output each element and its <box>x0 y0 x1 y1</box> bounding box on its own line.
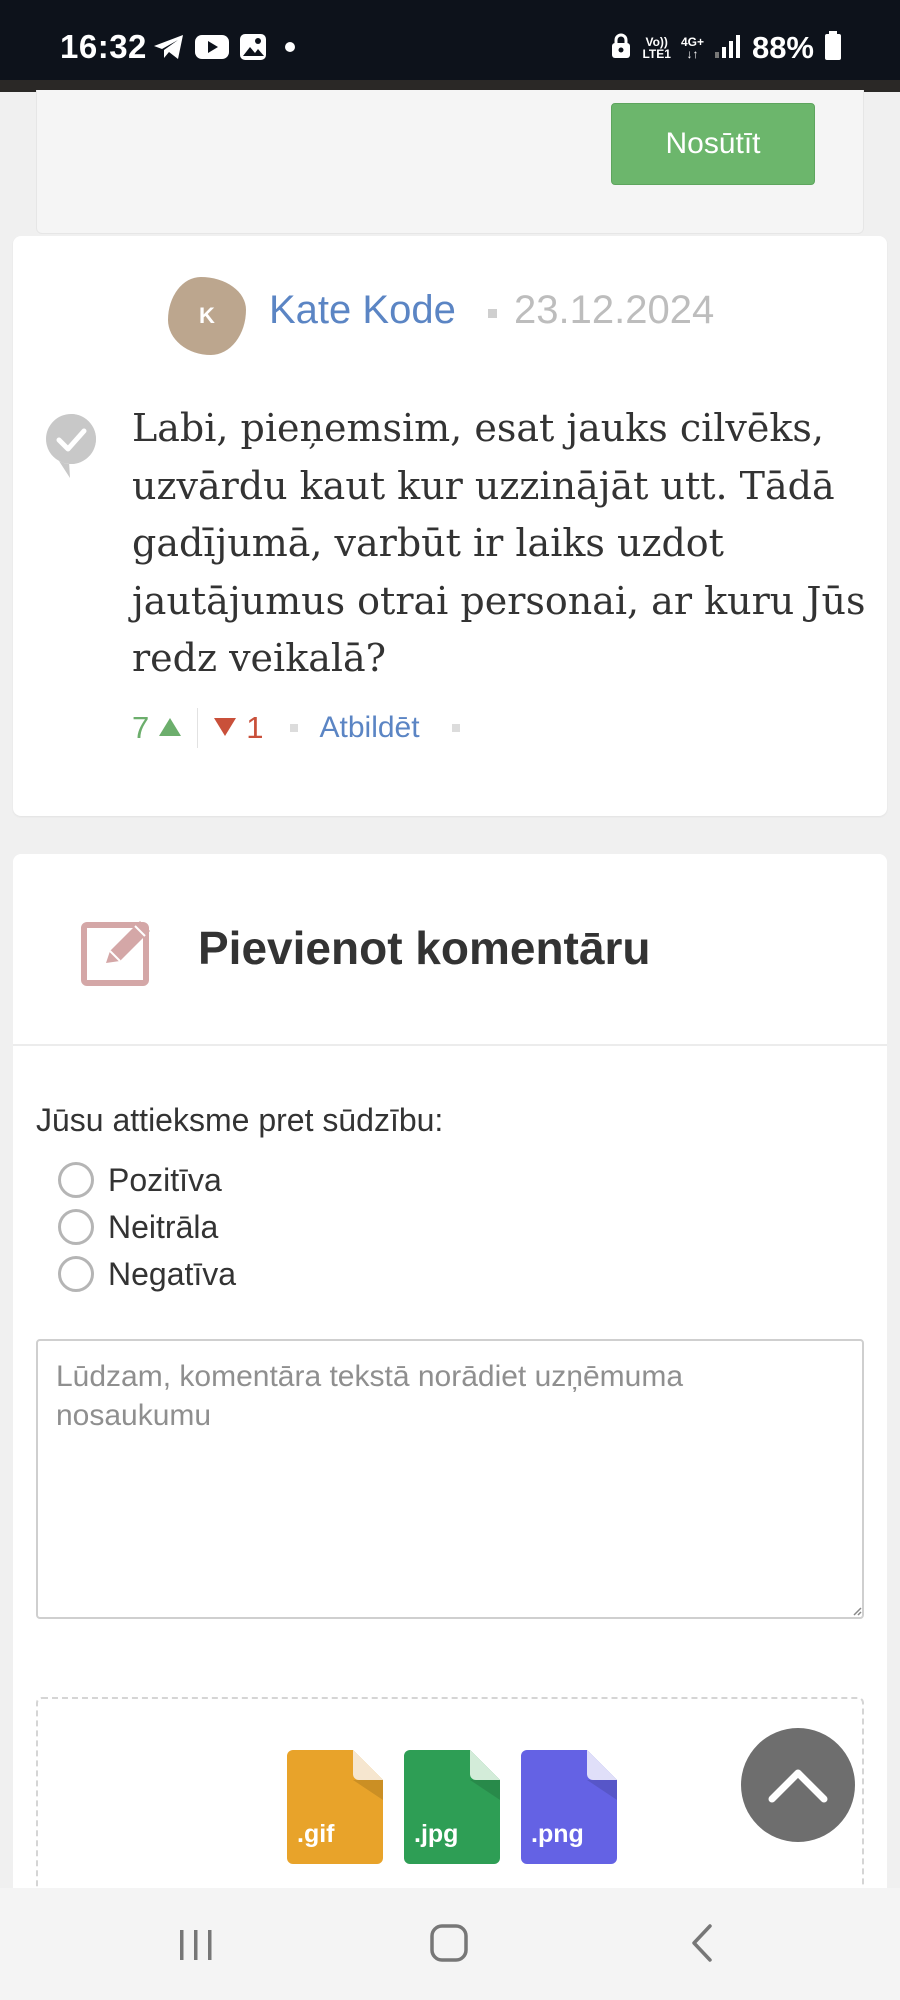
upvote-triangle-icon[interactable] <box>157 710 183 746</box>
resize-grip-icon[interactable] <box>852 1606 862 1616</box>
signal-icon <box>714 33 742 64</box>
recent-apps-icon[interactable] <box>172 1918 220 1973</box>
status-bar <box>0 0 900 92</box>
back-icon[interactable] <box>678 1918 726 1973</box>
radio-circle[interactable] <box>58 1256 94 1292</box>
gallery-icon <box>238 32 268 67</box>
status-time: 16:32 <box>60 28 147 65</box>
attitude-label: Jūsu attieksme pret sūdzību: <box>36 1102 444 1138</box>
notification-dot-icon <box>276 40 300 59</box>
png-file-icon <box>521 1750 617 1864</box>
jpg-file-icon <box>404 1750 500 1864</box>
status-right-icons <box>610 28 842 68</box>
radio-circle[interactable] <box>58 1162 94 1198</box>
upvote-count: 7 <box>132 710 150 745</box>
edit-note-icon <box>80 915 156 987</box>
add-comment-title: Pievienot komentāru <box>198 922 651 974</box>
vote-row <box>132 708 460 748</box>
data-arrows-icon: 4G+ ↓↑ <box>680 35 704 61</box>
verified-check-icon <box>42 410 100 480</box>
radio-positive[interactable] <box>58 1160 222 1200</box>
meta-separator <box>488 309 497 318</box>
radio-label: Negatīva <box>108 1255 237 1292</box>
downvote-triangle-icon[interactable] <box>212 710 238 746</box>
file-type-label: .jpg <box>414 1820 459 1848</box>
gif-file-icon <box>287 1750 383 1864</box>
telegram-icon <box>152 32 186 67</box>
battery-percent: 88% <box>751 30 814 65</box>
youtube-icon <box>194 33 230 66</box>
vote-divider <box>197 708 198 748</box>
radio-label: Neitrāla <box>108 1208 219 1245</box>
divider <box>13 1044 887 1046</box>
radio-neutral[interactable] <box>58 1207 218 1247</box>
file-type-label: .png <box>531 1820 584 1848</box>
data-type: 4G+ <box>680 35 704 49</box>
comment-textarea[interactable] <box>36 1339 864 1619</box>
status-left-icons <box>152 32 300 66</box>
system-nav-bar <box>0 1888 900 2000</box>
comment-text: Labi, pieņemsim, esat jauks cilvēks, uzvārdu kaut kur uzzinājāt utt. Tādā gadījumā, varbūt ir laiks uzdot jautājumus otrai personai, ar kuru Jūs redz veikalā? <box>132 406 866 680</box>
home-icon[interactable] <box>424 1918 476 1973</box>
comment-date: 23.12.2024 <box>514 288 715 332</box>
comment-author-link[interactable]: Kate Kode <box>269 288 456 332</box>
radio-negative[interactable] <box>58 1254 236 1294</box>
send-button[interactable]: Nosūtīt <box>611 103 815 185</box>
scroll-to-top-button[interactable] <box>741 1728 855 1842</box>
network-top: Vo)) <box>645 35 668 49</box>
volte-icon <box>642 36 670 60</box>
chevron-up-icon <box>766 1765 830 1805</box>
reply-link[interactable]: Atbildēt <box>319 711 420 744</box>
radio-label: Pozitīva <box>108 1161 222 1198</box>
network-bottom: LTE1 <box>642 47 671 61</box>
meta-separator <box>290 724 298 732</box>
meta-separator <box>452 724 460 732</box>
battery-icon <box>824 31 842 66</box>
file-type-label: .gif <box>297 1820 335 1848</box>
downvote-count: 1 <box>246 710 264 745</box>
lock-icon <box>610 32 632 65</box>
avatar: K <box>168 277 246 355</box>
radio-circle[interactable] <box>58 1209 94 1245</box>
